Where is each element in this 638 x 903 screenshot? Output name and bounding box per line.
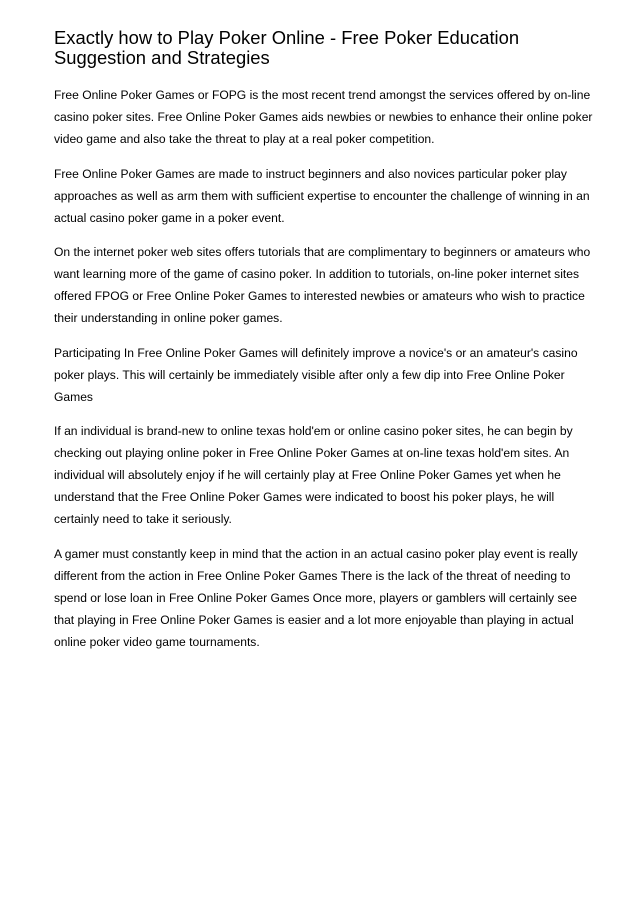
- paragraph-6: A gamer must constantly keep in mind that the action in an actual casino poker play event is really different from the action in Free Online Poker Games There is the lack of the threat of needing to spend or lose loan in Free Online Poker Games Once more, players or gamblers will certainly see that playing in Free Online Poker Games is easier and a lot more enjoyable than playing in actual online poker video game tournaments.: [54, 546, 578, 649]
- paragraph-4: Participating In Free Online Poker Games will definitely improve a novice's or an amateur's casino poker plays. This will certainly be immediately visible after only a few dip into Free Online Poker Games: [54, 345, 578, 404]
- paragraph-5: If an individual is brand-new to online texas hold'em or online casino poker sites, he can begin by checking out playing online poker in Free Online Poker Games at on-line texas hold'em sites. An individual will absolutely enjoy if he will certainly play at Free Online Poker Games yet when he understand that the Free Online Poker Games were indicated to boost his poker plays, he will certainly need to take it seriously.: [54, 424, 573, 526]
- paragraph-1: Free Online Poker Games or FOPG is the most recent trend amongst the services offered by on-line casino poker sites. Free Online Poker Games aids newbies or newbies to enhance their online poker video game and also take the threat to play at a real poker competition.: [54, 88, 593, 146]
- document-body: [54, 28, 594, 665]
- paragraph-3: On the internet poker web sites offers tutorials that are complimentary to beginners or amateurs who want learning more of the game of casino poker. In addition to tutorials, on-line poker internet sites offered FPOG or Free Online Poker Games to interested newbies or amateurs who wish to practice their understanding in online poker games.: [54, 245, 591, 325]
- document-title: Exactly how to Play Poker Online - Free Poker Education Suggestion and Strategies: [54, 27, 520, 68]
- paragraph-2: Free Online Poker Games are made to instruct beginners and also novices particular poker play approaches as well as arm them with sufficient expertise to encounter the challenge of winning in an actual casino poker game in a poker event.: [54, 166, 590, 225]
